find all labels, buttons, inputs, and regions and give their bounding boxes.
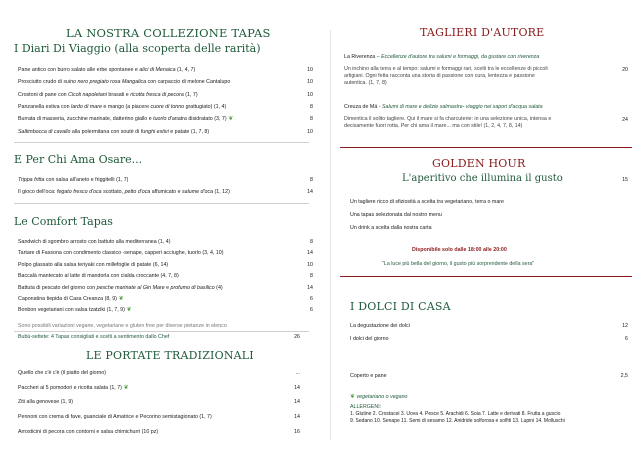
menu-item-price: 8 — [310, 103, 313, 110]
section-tradizionali-title: LE PORTATE TRADIZIONALI — [86, 349, 254, 362]
menu-item-price: 10 — [307, 261, 313, 268]
menu-item-price: 14 — [307, 188, 313, 195]
golden-availability: Disponibile solo dalle 18:00 alle 20:00 — [412, 247, 507, 253]
menu-item-price: 16 — [294, 428, 300, 435]
menu-item-price: 10 — [307, 91, 313, 98]
bubu-divider — [14, 331, 309, 332]
menu-item-price: ... — [295, 370, 300, 376]
menu-item-label: Prosciutto crudo di suino nero pregiato rosa Mangalica con carpaccio di melone Cantalupo — [18, 79, 231, 86]
menu-item-label: Crostoni di pane con Cicoli napoletani brasati e ricotta fresca di pecora (1, 7) — [18, 91, 198, 98]
section-osare-title: E Per Chi Ama Osare... — [14, 153, 143, 166]
menu-item-label: Il gioco dell'oca: fegato fresco d'oca scottato, petto d'oca affumicato e salume d'oca (1, 12) — [18, 188, 230, 195]
menu-item-price: 14 — [294, 384, 300, 391]
menu-item-label: Sandwich di sgombro arrosto con battuto alla mediterranea (1, 4) — [18, 239, 171, 245]
menu-item-label: Quello che c'è c'è (il piatto del giorno) — [18, 370, 106, 376]
menu-item-label: Baccalà mantecato al latte di mandorla con cialda croccante (4, 7, 8) — [18, 273, 179, 280]
menu-item-label: Panzanella estiva con lardo di mare e mango (a piacere cuore di tonno grattugiato) (1, 4) — [18, 103, 227, 110]
menu-item-label: Saltimbocca di cavallo alla polermitana con soutè di funghi estivi e patate (1, 7, 8) — [18, 128, 210, 135]
menu-item-label: Paccheri ai 5 pomodori e ricotta salata (1, 7) ❦ — [18, 384, 129, 391]
menu-item-label: Polpo glassato alla salsa teriyaki con millefoglie di patate (6, 14) — [18, 261, 169, 268]
menu-item-label: Burrata di masseria, zucchine marinate, datterino giallo e tuorlo d'anatra disidratato (3, 7) ❦ — [18, 116, 234, 123]
menu-item-label: Bonbon vegetariani con salsa tzatziki (1, 7, 9) ❦ — [18, 307, 132, 314]
golden-line: Un drink a scelta dalla nostra carta — [350, 225, 432, 231]
tagliere-creuza-price: 24 — [622, 117, 628, 123]
menu-item-price: 6 — [310, 307, 313, 314]
tagliere-riverenza-name: La Riverenza – Eccellenze d'autore tra salumi e formaggi, da gustare con riverenza — [344, 54, 540, 60]
menu-item-price: 8 — [310, 177, 313, 183]
legend-row: ❦ vegetariano o vegano — [350, 394, 408, 400]
menu-item-price: 8 — [310, 116, 313, 123]
left-page — [14, 0, 314, 453]
allergeni-line: 1. Glutine 2. Crostacei 3. Uova 4. Pesce 5. Arachidi 6. Soia 7. Latte e derivati 8. Frutta a guscio — [350, 411, 561, 417]
section-diari-title: I Diari Di Viaggio (alla scoperta delle rarità) — [14, 42, 261, 55]
allergeni-line: 9. Sedano 10. Senape 11. Semi di sesamo 12. Anidride solforosa e solfiti 13. Lupini 14. Molluschi — [350, 418, 565, 424]
menu-item-price: 10 — [307, 128, 313, 135]
taglieri-title: TAGLIERI D'AUTORE — [420, 26, 545, 39]
menu-item-label: Battuta di pescato del giorno con pesche marinate al Gin Mare e profumo di basilico (4) — [18, 284, 223, 291]
menu-item-price: 8 — [310, 273, 313, 280]
leaf-icon: ❦ — [226, 116, 234, 123]
menu-item-label: Arrosticini di pecora con contorni e salsa chimichurri (10 pz) — [18, 428, 159, 435]
menu-item-price: 10 — [307, 67, 313, 73]
section-divider — [14, 142, 309, 143]
menu-item-label: Ziti alla genovese (1, 9) — [18, 399, 74, 406]
leaf-icon: ❦ — [116, 296, 124, 302]
variations-note: Sono possibili variazioni vegane, vegetariane e gluten free per diverse pietanze in elenco — [18, 323, 227, 329]
golden-quote: "La luce più bella del giorno, il gusto più sorprendente della sera" — [382, 261, 535, 267]
menu-item-label: Pennoni con crema di fave, guanciale di Amatrice e Pecorino semistagionato (1, 7) — [18, 414, 212, 421]
golden-title: GOLDEN HOUR — [432, 157, 526, 170]
golden-bottom-divider — [340, 276, 632, 277]
dolci-title: I DOLCI DI CASA — [350, 300, 451, 313]
menu-item-price: 8 — [310, 239, 313, 245]
page-divider — [330, 30, 331, 440]
menu-item-price: 14 — [307, 250, 313, 257]
collection-title: LA NOSTRA COLLEZIONE TAPAS — [66, 26, 271, 40]
menu-item-price: 14 — [294, 414, 300, 421]
golden-subtitle: L'aperitivo che illumina il gusto — [402, 173, 563, 184]
right-page: TAGLIERI D'AUTORE La Riverenza – Eccellenze d'autore tra salumi e formaggi, da gustare con riverenza Un inchino alla terra e al tempo: salumi e formaggi rari, scelti tra le eccellenze di piccoli artigiani. Ogni fetta racconta una storia di passione con cura, lentezza e passione autentica. (1, 7, 8) 20 Creuza de Mä - Salumi di mare e delizie salmastre- viaggio nei sapori d'acqua salata Dimentica il solito tagliere. Qui il mare si fa charcuterie: in una selezione unica, intensa e decisamente fuori rotta. Per chi ama il mare... ma con stile! (1, 2, 4, 7, 8, 14) 24 GOLDEN HOUR L'aperitivo che illumina il gusto 15 Un tagliere ricco di sfiziosità a scelta tra vegetariano, terra o mare Una tapas selezionata dal nostro menu Un drink a scelta dalla nostra carta Disponibile solo dalle 18:00 alle 20:00 "La luce più bella del giorno, il gusto più sorprendente della sera" I DOLCI DI CASA La degustazione dei dolci 12 I dolci del giorno 6 Coperto e pane 2,5 ❦ vegetariano o vegano ALLERGENI: 1. Glutine 2. Crostacei 3. Uova 4. Pesce 5. Arachidi 6. Soia 7. Latte e derivati 8. Frutta a guscio 9. Sedano 10. Senape 11. Semi di sesamo 12. Anidride solforosa e solfiti 13. Lupini 14. Molluschi — [340, 0, 640, 453]
menu-item-price: 6 — [310, 296, 313, 302]
menu-item-price: 14 — [294, 399, 300, 406]
tagliere-riverenza-price: 20 — [622, 67, 628, 73]
golden-top-divider — [340, 147, 632, 148]
tagliere-riverenza-desc: Un inchino alla terra e al tempo: salumi e formaggi rari, scelti tra le eccellenze di piccoli artigiani. Ogni fetta racconta una storia di passione con cura, lentezza e passione autentica. (1, 7, 8) — [344, 66, 548, 86]
menu-item-label: Tartare di Fassona con condimento classico -senape, capperi acciughe, tuorlo (3, 4, 10) — [18, 250, 224, 257]
bubu-label: Bubù-settete: 4 Tapas consigliati e scelti a sentimento dallo Chef — [18, 334, 170, 340]
leaf-icon: ❦ — [121, 384, 129, 391]
menu-item-label: Caponatina tiepida di Casa Creanza (8, 9) ❦ — [18, 296, 124, 302]
tagliere-creuza-desc: Dimentica il solito tagliere. Qui il mare si fa charcuterie: in una selezione unica, intensa e decisamente fuori rotta. Per chi ama il mare... ma con stile! (1, 2, 4, 7, 8, 14) — [344, 116, 552, 129]
menu-item-label: Trippa fritta con salsa all'aneto e friggitelli (1, 7) — [18, 177, 129, 183]
menu-item-label: Pane antico con burro salato alle erbe spontanee e alici di Menaica (1, 4, 7) — [18, 67, 196, 73]
menu-item-price: 14 — [307, 284, 313, 291]
golden-line: Un tagliere ricco di sfiziosità a scelta tra vegetariano, terra o mare — [350, 199, 504, 205]
tagliere-creuza-name: Creuza de Mä - Salumi di mare e delizie salmastre- viaggio nei sapori d'acqua salata — [344, 104, 543, 110]
allergeni-title: ALLERGENI: — [350, 404, 382, 410]
section-comfort-title: Le Comfort Tapas — [14, 215, 113, 228]
section-divider — [14, 203, 309, 204]
leaf-icon: ❦ — [124, 307, 132, 314]
golden-line: Una tapas selezionata dal nostro menu — [350, 212, 442, 218]
golden-price: 15 — [622, 177, 628, 183]
menu-item-price: 10 — [307, 79, 313, 86]
leaf-icon: ❦ — [350, 394, 356, 400]
bubu-price: 26 — [294, 334, 300, 340]
